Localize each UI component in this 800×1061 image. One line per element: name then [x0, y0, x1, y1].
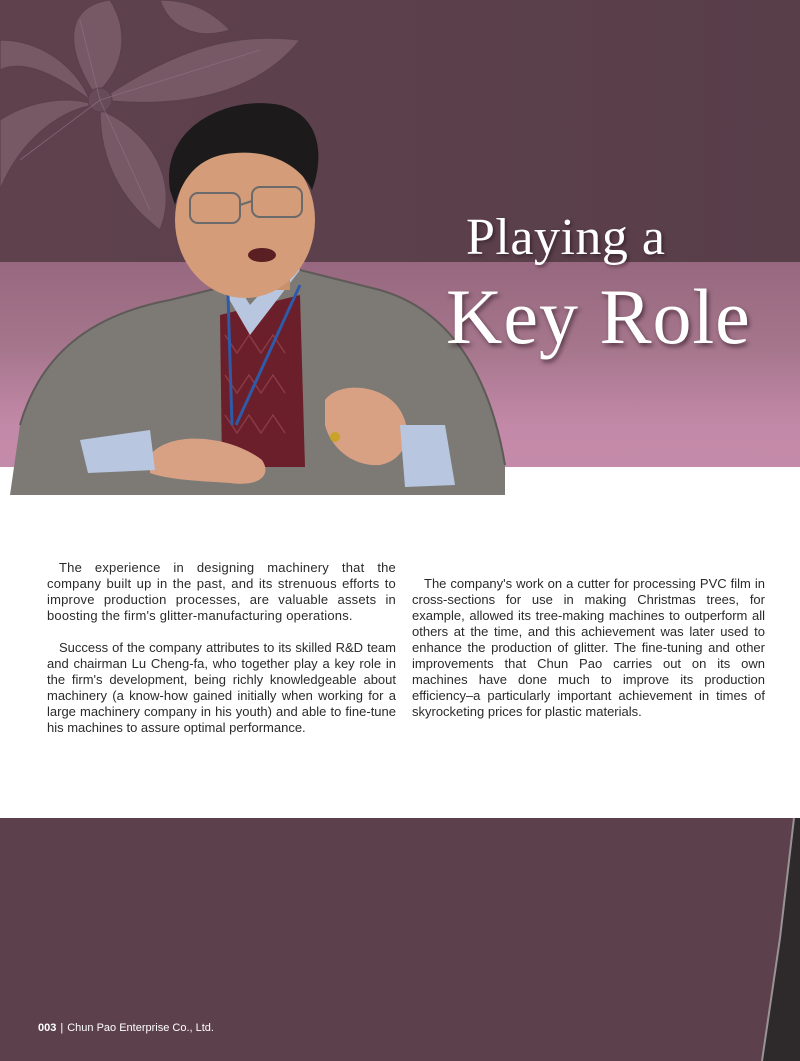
- page-number: 003: [38, 1022, 57, 1034]
- paragraph: The company's work on a cutter for processing PVC film in cross-sections for use in making Christmas trees, for example, allowed its tree-making machines to outperform all others at the time, and this achievement was later used to enhance the production of glitter. The fine-tuning and other improvements that Chun Pao carries out on its own machines have done much to improve its production efficiency–a particularly important achievement in times of skyrocketing prices for plastic materials.: [412, 576, 765, 719]
- paragraph: Success of the company attributes to its skilled R&D team and chairman Lu Cheng-fa, who together play a key role in the firm's development, being richly knowledgeable about machinery (a know-how gained initially when working for a large machinery company in his youth) and able to fine-tune his machines to assure optimal performance.: [47, 640, 396, 735]
- paragraph: The experience in designing machinery that the company built up in the past, and its strenuous efforts to improve production processes, are valuable assets in boosting the firm's glitter-manufacturing operations.: [47, 560, 396, 623]
- building-photo: [760, 818, 800, 1061]
- right-column: [412, 576, 765, 736]
- title-line-2: Key Role: [446, 273, 751, 360]
- company-name: Chun Pao Enterprise Co., Ltd.: [67, 1022, 214, 1034]
- title-line-1: Playing a: [466, 209, 666, 266]
- footer-separator: |: [60, 1022, 64, 1034]
- left-column: [47, 560, 396, 752]
- page-footer: [38, 1022, 214, 1034]
- chairman-portrait: [0, 95, 510, 505]
